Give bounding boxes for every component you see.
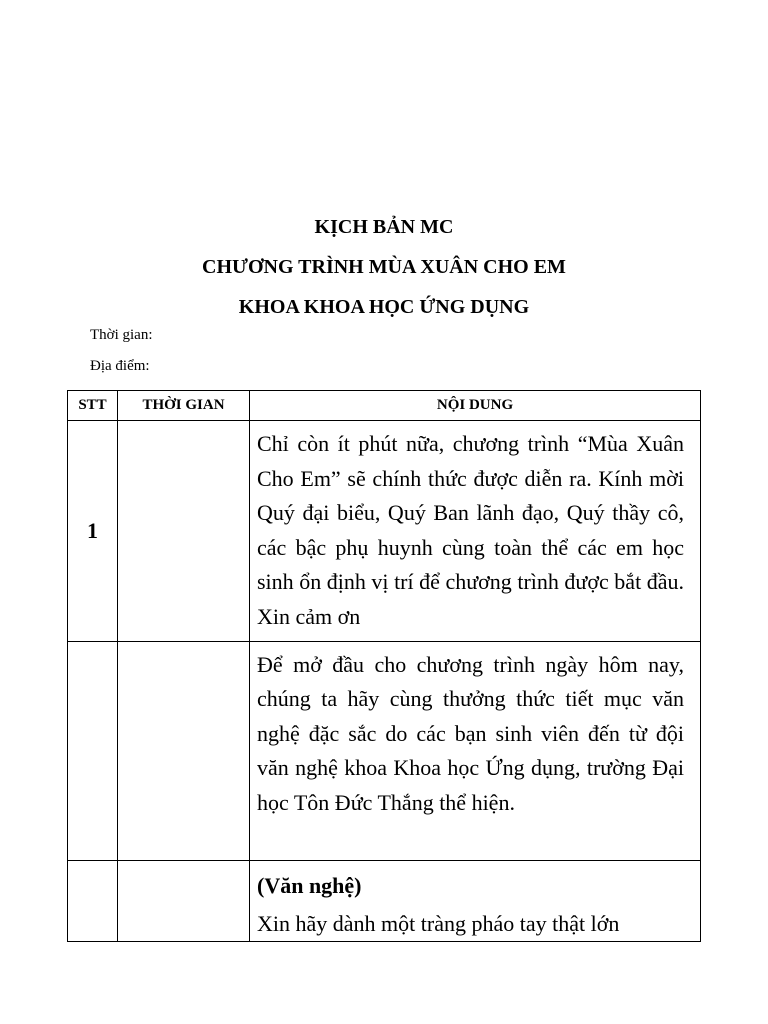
row-stt [68, 860, 118, 941]
table-row [68, 641, 701, 860]
row-time [118, 641, 250, 860]
header-stt: STT [68, 391, 118, 421]
table-header-row [68, 391, 701, 421]
row-content: Xin hãy dành một tràng pháo tay thật lớn [257, 910, 620, 936]
place-label: Địa điểm: [90, 358, 150, 374]
title-line-3: KHOA KHOA HỌC ỨNG DỤNG [238, 296, 530, 318]
table-row [68, 860, 701, 941]
header-time: THỜI GIAN [118, 391, 250, 421]
row-time [118, 860, 250, 941]
row-content: Để mở đầu cho chương trình ngày hôm nay, chúng ta hãy cùng thưởng thức tiết mục văn nghệ đặc sắc do các bạn sinh viên đến từ đội văn nghệ khoa Khoa học Ứng dụng, trường Đại học Tôn Đức Thắng thể hiện. [257, 651, 684, 815]
row-content-cell [250, 641, 701, 860]
time-label: Thời gian: [90, 327, 153, 343]
title-line-2: CHƯƠNG TRÌNH MÙA XUÂN CHO EM [202, 256, 566, 278]
title-line-1: KỊCH BẢN MC [314, 216, 454, 238]
row-stt [68, 641, 118, 860]
row-content-cell [250, 860, 701, 941]
header-content: NỘI DUNG [250, 391, 701, 421]
row-content-cell [250, 421, 701, 642]
row-stt: 1 [68, 421, 118, 642]
row-time [118, 421, 250, 642]
row-content-heading: (Văn nghệ) [257, 872, 362, 898]
table-row [68, 421, 701, 642]
document-title [0, 207, 768, 327]
script-table [67, 390, 701, 942]
row-content: Chỉ còn ít phút nữa, chương trình “Mùa Xuân Cho Em” sẽ chính thức được diễn ra. Kính mời Quý đại biểu, Quý Ban lãnh đạo, Quý thầy cô, các bậc phụ huynh cùng toàn thể các em học sinh ổn định vị trí để chương trình được bắt đầu. Xin cảm ơn [257, 431, 684, 629]
